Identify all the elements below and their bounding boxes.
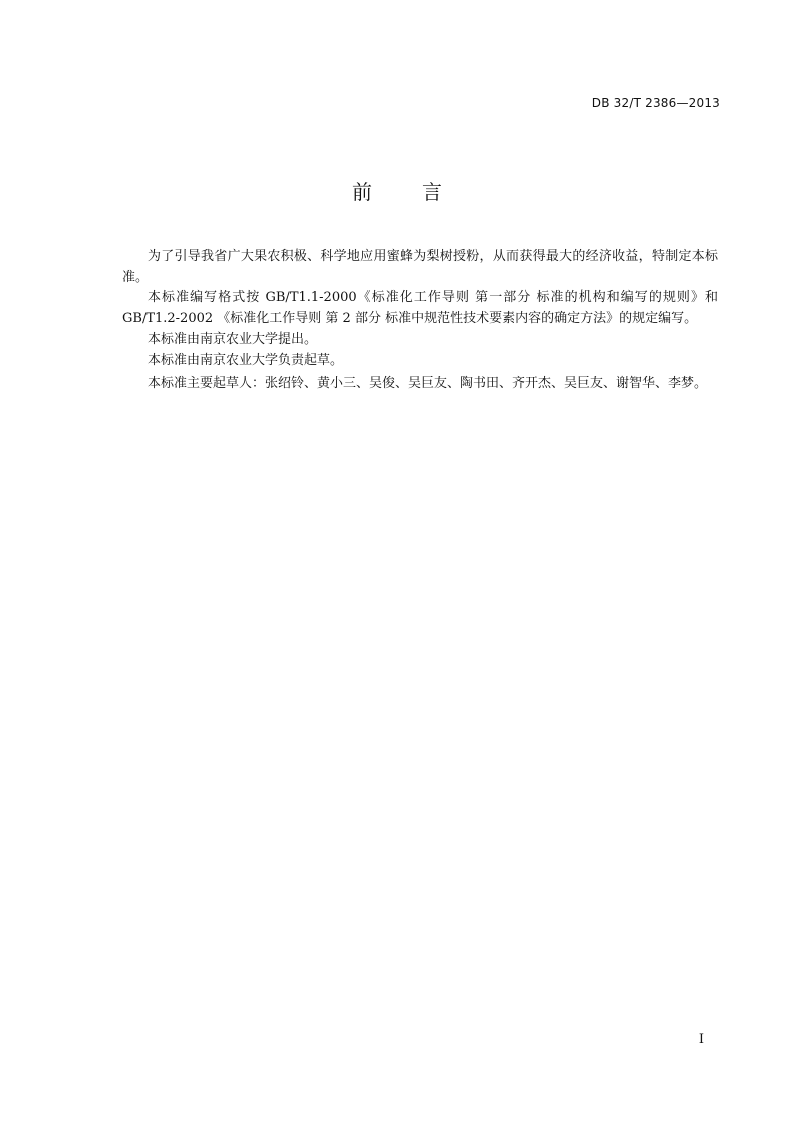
paragraph-drafting-unit: 本标准由南京农业大学负责起草。 (148, 352, 344, 368)
page-title (0, 178, 794, 206)
document-code: DB 32/T 2386—2013 (591, 96, 720, 110)
page-number: I (698, 1032, 704, 1047)
paragraph-proposer: 本标准由南京农业大学提出。 (148, 331, 318, 347)
title-char-2: 言 (422, 180, 442, 204)
paragraph-drafters: 本标准主要起草人：张绍铃、黄小三、吴俊、吴巨友、陶书田、齐开杰、吴巨友、谢智华、李梦。 (148, 376, 708, 392)
paragraph-format: 本标准编写格式按 GB/T1.1-2000《标准化工作导则 第一部分 标准的机构和编写的规则》和 GB/T1.2-2002 《标准化工作导则 第 2 部分 标准中规范性技术要素内容的确定方法》的规定编写。 (122, 290, 718, 327)
paragraph-purpose: 为了引导我省广大果农积极、科学地应用蜜蜂为梨树授粉，从而获得最大的经济收益，特制定本标准。 (122, 249, 718, 285)
foreword-body (122, 247, 718, 396)
title-char-1: 前 (352, 180, 372, 204)
